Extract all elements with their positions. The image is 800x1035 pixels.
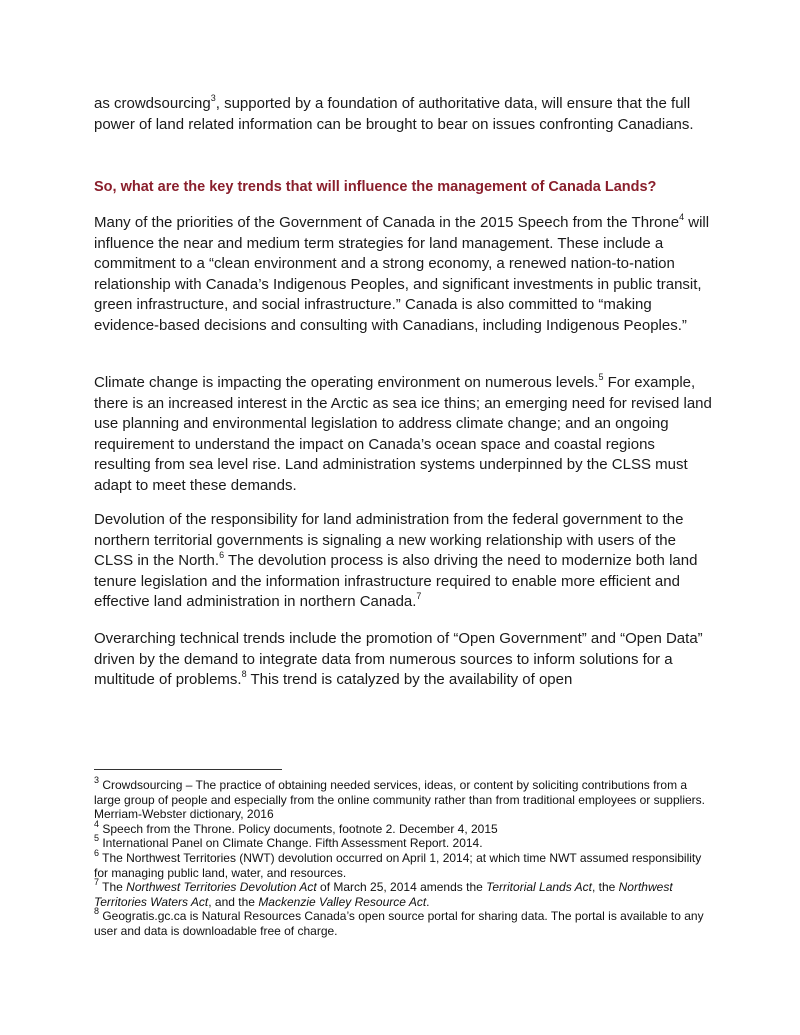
text: The devolution process is also driving the need to modernize both land tenure legislation and the information infrastructure required to enable more efficient and effective land administration in northern Canada. bbox=[94, 552, 698, 611]
footnote-4 bbox=[94, 819, 714, 837]
footnote-ref-3[interactable]: 3 bbox=[210, 93, 216, 103]
footnote-ref-7[interactable]: 7 bbox=[416, 591, 422, 602]
paragraph-government-priorities bbox=[94, 213, 712, 337]
footnote-ref-5[interactable]: 5 bbox=[598, 372, 604, 382]
footnote-7 bbox=[94, 877, 714, 909]
text: Climate change is impacting the operating environment on numerous levels. bbox=[94, 374, 599, 391]
footnote-separator bbox=[94, 769, 282, 770]
footnote-8 bbox=[94, 906, 714, 938]
act-title: Northwest Territories Waters Act bbox=[94, 880, 673, 909]
footnote-6 bbox=[94, 848, 714, 880]
text: as crowdsourcing bbox=[94, 95, 211, 112]
footnote-text: The bbox=[99, 880, 127, 894]
paragraph-open-data bbox=[94, 629, 712, 691]
footnote-text: Crowdsourcing – The practice of obtaining needed services, ideas, or content by soliciting contributions from a large group of people and especially from the online community rather than from traditional employees or suppliers. Merriam-Webster dictionary, 2016 bbox=[94, 778, 705, 822]
footnote-ref-8[interactable]: 8 bbox=[241, 669, 247, 680]
text: For example, there is an increased interest in the Arctic as sea ice thins; an emerging need for revised land use planning and environmental legislation to address climate change; and an ongoing requirement to understand the impact on Canada’s ocean space and coastal regions resulting from sea level rise. Land administration systems underpinned by the CLSS must adapt to meet these demands. bbox=[94, 374, 712, 494]
footnote-number: 8 bbox=[94, 906, 100, 916]
footnote-number: 6 bbox=[94, 848, 100, 858]
footnote-number: 3 bbox=[94, 775, 100, 785]
text: Many of the priorities of the Government of Canada in the 2015 Speech from the Throne bbox=[94, 214, 680, 231]
footnote-text: , the bbox=[591, 880, 619, 894]
text: will influence the near and medium term strategies for land management. These include a commitment to a “clean environment and a strong economy, a renewed nation-to-nation relationship with Canada’s Indigenous Peoples, and significant investments in public transit, green infrastructure, and social infrastructure.” Canada is also committed to “making evidence-based decisions and consulting with Canadians, including Indigenous Peoples.” bbox=[94, 214, 710, 334]
act-title: Northwest Territories Devolution Act bbox=[126, 880, 317, 894]
section-heading: So, what are the key trends that will influence the management of Canada Lands? bbox=[94, 179, 657, 195]
footnote-ref-4[interactable]: 4 bbox=[679, 212, 685, 222]
footnote-text: , and the bbox=[208, 894, 259, 909]
footnote-text: International Panel on Climate Change. Fifth Assessment Report. 2014. bbox=[99, 836, 483, 850]
paragraph-climate-change bbox=[94, 373, 712, 497]
footnote-text: . bbox=[426, 894, 430, 909]
text: Devolution of the responsibility for land administration from the federal government to the northern territorial governments is signaling a new working relationship with users of the CLSS in the North. bbox=[94, 511, 684, 570]
footnote-text: The Northwest Territories (NWT) devolution occurred on April 1, 2014; at which time NWT assumed responsibility for managing public land, water, and resources. bbox=[94, 851, 702, 880]
footnote-number: 7 bbox=[94, 877, 100, 887]
text: , supported by a foundation of authoritative data, will ensure that the full power of land related information can be brought to bear on issues confronting Canadians. bbox=[94, 95, 694, 133]
footnote-text: Speech from the Throne. Policy documents, footnote 2. December 4, 2015 bbox=[99, 822, 498, 836]
act-title: Territorial Lands Act bbox=[486, 880, 592, 894]
footnote-text: Geogratis.gc.ca is Natural Resources Canada’s open source portal for sharing data. The portal is available to any user and data is downloadable free of charge. bbox=[94, 909, 704, 938]
text: This trend is catalyzed by the availability of open bbox=[246, 671, 573, 689]
footnote-number: 4 bbox=[94, 819, 100, 829]
footnote-number: 5 bbox=[94, 833, 100, 843]
paragraph-crowdsourcing bbox=[94, 94, 712, 135]
footnote-5 bbox=[94, 833, 714, 851]
paragraph-devolution bbox=[94, 510, 712, 613]
footnote-3 bbox=[94, 775, 714, 822]
footnote-ref-6[interactable]: 6 bbox=[219, 550, 225, 561]
act-title: Mackenzie Valley Resource Act bbox=[258, 894, 427, 909]
text: Overarching technical trends include the promotion of “Open Government” and “Open Data” driven by the demand to integrate data from numerous sources to inform solutions for a multitude of problems. bbox=[94, 630, 703, 689]
footnote-text: of March 25, 2014 amends the bbox=[316, 880, 487, 894]
